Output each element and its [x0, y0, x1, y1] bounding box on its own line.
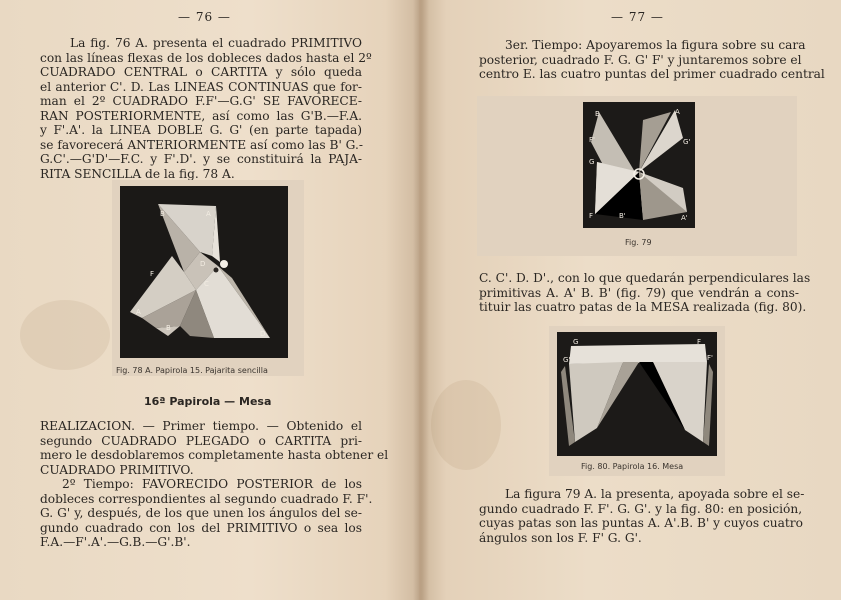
figure-letter: B'	[619, 212, 626, 220]
text-line: gundo cuadrado con los del PRIMITIVO o sea los	[40, 520, 362, 535]
text-line: dobleces correspondientes al segundo cuadrado F. F'.	[40, 491, 373, 506]
text-line: 3er. Tiempo: Apoyaremos la figura sobre su cara	[505, 38, 806, 52]
text-line: 2º Tiempo: FAVORECIDO POSTERIOR de los	[62, 477, 362, 491]
figure-80-photo	[557, 332, 717, 456]
paper-stain	[20, 300, 110, 370]
figure-letter: C	[204, 280, 209, 288]
figure-caption: Fig. 80. Papirola 16. Mesa	[581, 462, 684, 471]
text-line: cuyas patas son las puntas A. A'.B. B' y cuyos cuatro	[479, 516, 803, 530]
right-page	[421, 0, 841, 600]
text-line: man el 2º CUADRADO F.F'—G.G' SE FAVORECE-	[40, 94, 362, 108]
text-line: primitivas A. A' B. B' (fig. 79) que vendrán a cons-	[479, 285, 799, 300]
figure-79-photo	[583, 102, 695, 228]
figure-letter: G'	[683, 138, 691, 146]
text-line: ángulos son los F. F' G. G'.	[479, 530, 642, 545]
section-heading: 16ª Papirola — Mesa	[144, 395, 272, 408]
text-line: F.A.—F'.A'.—G.B.—G'.B'.	[40, 535, 191, 549]
figure-letter: F	[589, 212, 594, 220]
figure-caption: Fig. 79	[625, 238, 652, 247]
paragraph	[479, 487, 805, 545]
page-number: — 77 —	[611, 10, 664, 24]
paragraph	[479, 271, 811, 315]
origami-table-illustration	[557, 332, 717, 456]
text-line: RAN POSTERIORMENTE, así como las G'B.—F.A.	[40, 108, 362, 123]
text-line: posterior, cuadrado F. G. G' F' y juntaremos sobre el	[479, 52, 802, 67]
text-line: La figura 79 A. la presenta, apoyada sobre el se-	[505, 487, 805, 501]
figure-letter: G	[589, 158, 595, 166]
text-line: La fig. 76 A. presenta el cuadrado PRIMITIVO	[70, 36, 362, 50]
figure-letter: A'	[681, 214, 688, 222]
text-line: mero le desdoblaremos completamente hasta obtener el	[40, 448, 389, 462]
text-line: REALIZACION. — Primer tiempo. — Obtenido el	[40, 419, 362, 433]
figure-letter: D	[200, 260, 206, 268]
text-line: con las líneas flexas de los dobleces dados hasta el 2º	[40, 50, 372, 65]
text-line: gundo cuadrado F. F'. G. G'. y la fig. 80: en posición,	[479, 501, 803, 516]
text-line: el anterior C'. D. Las LINEAS CONTINUAS que for-	[40, 79, 362, 94]
figure-letter: A	[675, 108, 680, 116]
figure-letter: G'	[563, 356, 571, 364]
text-line: RITA SENCILLA de la fig. 78 A.	[40, 166, 235, 181]
figure-letter: A	[136, 308, 141, 316]
figure-letter: F	[697, 338, 702, 346]
figure-78-photo	[120, 186, 288, 358]
text-line: tituir las cuatro patas de la MESA realizada (fig. 80).	[479, 300, 807, 314]
figure-letter: F'	[589, 136, 595, 144]
figure-letter: D	[260, 330, 266, 338]
figure-letter: F	[150, 270, 155, 278]
text-line: centro E. las cuatro puntas del primer cuadrado central	[479, 67, 825, 81]
figure-letter: F'	[707, 354, 713, 362]
text-line: CUADRADO PRIMITIVO.	[40, 462, 194, 477]
text-line: se favorecerá ANTERIORMENTE así como las B' G.-	[40, 137, 363, 152]
text-line: G.C'.—G'D'—F.C. y F'.D'. y se constituirá la PAJA-	[40, 152, 362, 166]
figure-letter: A	[206, 210, 211, 218]
page-number: — 76 —	[178, 10, 231, 24]
paper-stain	[431, 380, 501, 470]
paragraph	[40, 36, 372, 181]
figure-caption: Fig. 78 A. Papirola 15. Pajarita sencilla	[116, 366, 268, 375]
figure-letter: G	[573, 338, 579, 346]
text-line: CUADRADO CENTRAL o CARTITA y sólo queda	[40, 65, 362, 79]
figure-letter: B	[595, 110, 600, 118]
paragraph	[479, 38, 825, 82]
text-line: G. G' y, después, de los que unen los ángulos del se-	[40, 506, 362, 520]
left-page	[0, 0, 419, 600]
text-line: y F'.A'. la LINEA DOBLE G. G' (en parte tapada)	[40, 123, 362, 137]
figure-letter: B	[166, 324, 171, 332]
figure-letter: B	[160, 210, 165, 218]
text-line: segundo CUADRADO PLEGADO o CARTITA pri-	[40, 433, 362, 448]
text-line: C. C'. D. D'., con lo que quedarán perpendiculares las	[479, 271, 811, 285]
book-gutter	[413, 0, 429, 600]
paragraph	[40, 419, 389, 477]
origami-table-illustration	[583, 102, 695, 228]
origami-bird-illustration	[120, 186, 288, 358]
paragraph	[40, 477, 373, 550]
